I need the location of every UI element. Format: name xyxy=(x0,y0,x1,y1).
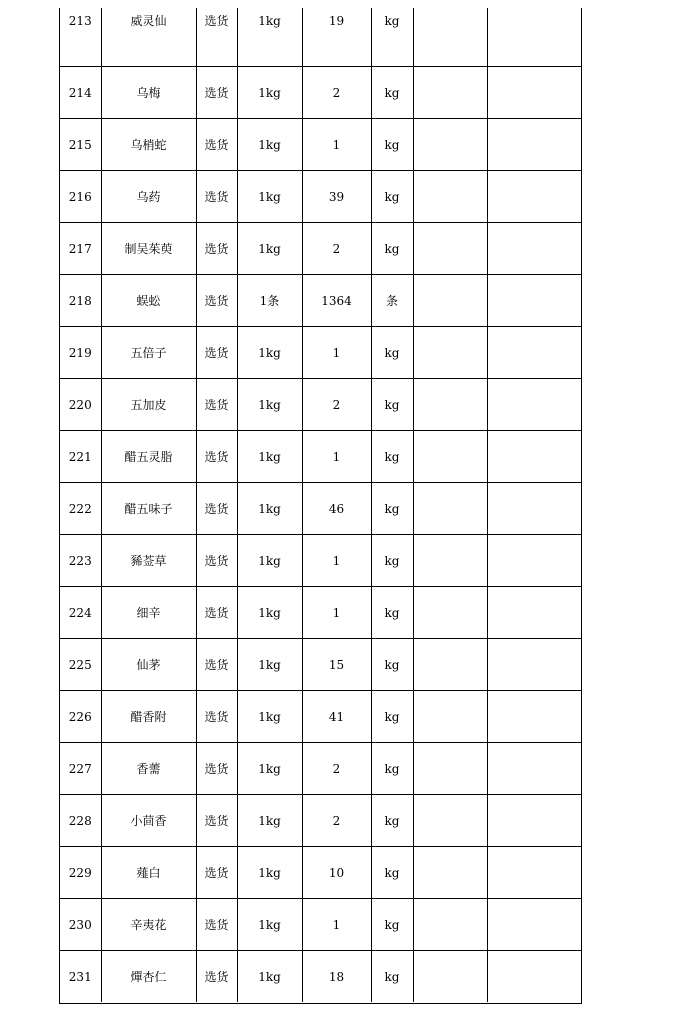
empty-cell xyxy=(487,119,581,171)
item-name: 仙茅 xyxy=(101,639,196,691)
table-row xyxy=(60,171,581,223)
empty-cell xyxy=(413,275,487,327)
empty-cell xyxy=(413,67,487,119)
item-type: 选货 xyxy=(196,67,237,119)
empty-cell xyxy=(413,587,487,639)
item-unit: kg xyxy=(371,691,413,743)
item-name: 乌梢蛇 xyxy=(101,119,196,171)
item-unit: kg xyxy=(371,8,413,67)
empty-cell xyxy=(487,691,581,743)
item-name: 醋五灵脂 xyxy=(101,431,196,483)
item-unit: kg xyxy=(371,223,413,275)
item-unit: 条 xyxy=(371,275,413,327)
item-quantity: 39 xyxy=(302,171,371,223)
item-unit: kg xyxy=(371,483,413,535)
item-type: 选货 xyxy=(196,8,237,67)
item-quantity: 2 xyxy=(302,223,371,275)
empty-cell xyxy=(487,639,581,691)
row-number: 222 xyxy=(60,483,101,535)
item-name: 乌药 xyxy=(101,171,196,223)
row-number: 215 xyxy=(60,119,101,171)
item-name: 细辛 xyxy=(101,587,196,639)
item-quantity: 19 xyxy=(302,8,371,67)
item-name: 燀杏仁 xyxy=(101,951,196,1003)
item-quantity: 2 xyxy=(302,379,371,431)
row-number: 221 xyxy=(60,431,101,483)
item-type: 选货 xyxy=(196,899,237,951)
item-quantity: 1 xyxy=(302,535,371,587)
row-number: 216 xyxy=(60,171,101,223)
item-type: 选货 xyxy=(196,379,237,431)
goods-table-page xyxy=(59,8,582,1004)
item-spec: 1kg xyxy=(237,67,302,119)
item-spec: 1kg xyxy=(237,951,302,1003)
table-row xyxy=(60,639,581,691)
row-number: 223 xyxy=(60,535,101,587)
empty-cell xyxy=(413,535,487,587)
item-spec: 1kg xyxy=(237,327,302,379)
item-spec: 1kg xyxy=(237,795,302,847)
row-number: 218 xyxy=(60,275,101,327)
empty-cell xyxy=(413,171,487,223)
item-quantity: 15 xyxy=(302,639,371,691)
empty-cell xyxy=(487,951,581,1003)
row-number: 225 xyxy=(60,639,101,691)
table-row xyxy=(60,483,581,535)
item-name: 香薷 xyxy=(101,743,196,795)
item-unit: kg xyxy=(371,171,413,223)
empty-cell xyxy=(487,327,581,379)
goods-table xyxy=(60,8,581,1002)
item-name: 醋五味子 xyxy=(101,483,196,535)
item-type: 选货 xyxy=(196,535,237,587)
item-spec: 1kg xyxy=(237,743,302,795)
table-row xyxy=(60,691,581,743)
item-unit: kg xyxy=(371,743,413,795)
empty-cell xyxy=(413,691,487,743)
item-unit: kg xyxy=(371,119,413,171)
item-type: 选货 xyxy=(196,171,237,223)
item-name: 制吴茱萸 xyxy=(101,223,196,275)
empty-cell xyxy=(413,8,487,67)
row-number: 220 xyxy=(60,379,101,431)
empty-cell xyxy=(413,119,487,171)
table-row xyxy=(60,8,581,67)
item-unit: kg xyxy=(371,639,413,691)
table-row xyxy=(60,327,581,379)
empty-cell xyxy=(487,847,581,899)
row-number: 227 xyxy=(60,743,101,795)
item-quantity: 10 xyxy=(302,847,371,899)
table-body xyxy=(60,8,581,1002)
table-row xyxy=(60,379,581,431)
empty-cell xyxy=(487,743,581,795)
item-quantity: 46 xyxy=(302,483,371,535)
empty-cell xyxy=(413,431,487,483)
item-quantity: 1364 xyxy=(302,275,371,327)
empty-cell xyxy=(413,327,487,379)
item-spec: 1kg xyxy=(237,223,302,275)
row-number: 226 xyxy=(60,691,101,743)
empty-cell xyxy=(487,483,581,535)
row-number: 228 xyxy=(60,795,101,847)
item-type: 选货 xyxy=(196,223,237,275)
row-number: 230 xyxy=(60,899,101,951)
item-spec: 1kg xyxy=(237,691,302,743)
item-quantity: 18 xyxy=(302,951,371,1003)
item-name: 威灵仙 xyxy=(101,8,196,67)
item-name: 五倍子 xyxy=(101,327,196,379)
empty-cell xyxy=(413,847,487,899)
item-type: 选货 xyxy=(196,119,237,171)
item-unit: kg xyxy=(371,899,413,951)
table-row xyxy=(60,743,581,795)
item-type: 选货 xyxy=(196,639,237,691)
item-quantity: 41 xyxy=(302,691,371,743)
item-spec: 1kg xyxy=(237,431,302,483)
item-unit: kg xyxy=(371,951,413,1003)
item-name: 薤白 xyxy=(101,847,196,899)
empty-cell xyxy=(487,275,581,327)
item-spec: 1kg xyxy=(237,119,302,171)
table-row xyxy=(60,119,581,171)
item-name: 小茴香 xyxy=(101,795,196,847)
item-spec: 1kg xyxy=(237,379,302,431)
item-unit: kg xyxy=(371,67,413,119)
item-unit: kg xyxy=(371,327,413,379)
item-quantity: 1 xyxy=(302,327,371,379)
item-quantity: 1 xyxy=(302,899,371,951)
empty-cell xyxy=(413,223,487,275)
empty-cell xyxy=(413,483,487,535)
empty-cell xyxy=(413,743,487,795)
empty-cell xyxy=(487,379,581,431)
row-number: 219 xyxy=(60,327,101,379)
item-unit: kg xyxy=(371,379,413,431)
table-row xyxy=(60,535,581,587)
item-quantity: 2 xyxy=(302,67,371,119)
item-quantity: 2 xyxy=(302,743,371,795)
table-row xyxy=(60,847,581,899)
item-type: 选货 xyxy=(196,847,237,899)
item-type: 选货 xyxy=(196,327,237,379)
empty-cell xyxy=(413,795,487,847)
empty-cell xyxy=(487,795,581,847)
table-row xyxy=(60,431,581,483)
item-unit: kg xyxy=(371,795,413,847)
item-name: 乌梅 xyxy=(101,67,196,119)
table-row xyxy=(60,587,581,639)
table-row xyxy=(60,795,581,847)
row-number: 231 xyxy=(60,951,101,1003)
table-row xyxy=(60,67,581,119)
empty-cell xyxy=(487,223,581,275)
table-row xyxy=(60,223,581,275)
empty-cell xyxy=(487,899,581,951)
item-quantity: 1 xyxy=(302,587,371,639)
item-name: 五加皮 xyxy=(101,379,196,431)
item-quantity: 2 xyxy=(302,795,371,847)
item-name: 辛夷花 xyxy=(101,899,196,951)
table-row xyxy=(60,951,581,1003)
item-quantity: 1 xyxy=(302,431,371,483)
row-number: 214 xyxy=(60,67,101,119)
row-number: 213 xyxy=(60,8,101,67)
item-unit: kg xyxy=(371,587,413,639)
item-spec: 1kg xyxy=(237,483,302,535)
item-type: 选货 xyxy=(196,951,237,1003)
item-spec: 1kg xyxy=(237,587,302,639)
empty-cell xyxy=(413,899,487,951)
item-spec: 1kg xyxy=(237,8,302,67)
item-spec: 1条 xyxy=(237,275,302,327)
item-type: 选货 xyxy=(196,743,237,795)
empty-cell xyxy=(487,171,581,223)
empty-cell xyxy=(413,379,487,431)
empty-cell xyxy=(487,535,581,587)
item-unit: kg xyxy=(371,535,413,587)
item-name: 醋香附 xyxy=(101,691,196,743)
item-quantity: 1 xyxy=(302,119,371,171)
row-number: 217 xyxy=(60,223,101,275)
item-type: 选货 xyxy=(196,431,237,483)
item-type: 选货 xyxy=(196,275,237,327)
empty-cell xyxy=(487,67,581,119)
table-row xyxy=(60,275,581,327)
empty-cell xyxy=(413,639,487,691)
item-name: 豨莶草 xyxy=(101,535,196,587)
empty-cell xyxy=(487,431,581,483)
item-type: 选货 xyxy=(196,483,237,535)
item-type: 选货 xyxy=(196,587,237,639)
empty-cell xyxy=(413,951,487,1003)
item-spec: 1kg xyxy=(237,899,302,951)
item-type: 选货 xyxy=(196,795,237,847)
item-spec: 1kg xyxy=(237,639,302,691)
row-number: 224 xyxy=(60,587,101,639)
item-type: 选货 xyxy=(196,691,237,743)
item-unit: kg xyxy=(371,847,413,899)
table-row xyxy=(60,899,581,951)
item-spec: 1kg xyxy=(237,535,302,587)
item-spec: 1kg xyxy=(237,847,302,899)
item-spec: 1kg xyxy=(237,171,302,223)
item-unit: kg xyxy=(371,431,413,483)
empty-cell xyxy=(487,8,581,67)
item-name: 蜈蚣 xyxy=(101,275,196,327)
empty-cell xyxy=(487,587,581,639)
row-number: 229 xyxy=(60,847,101,899)
